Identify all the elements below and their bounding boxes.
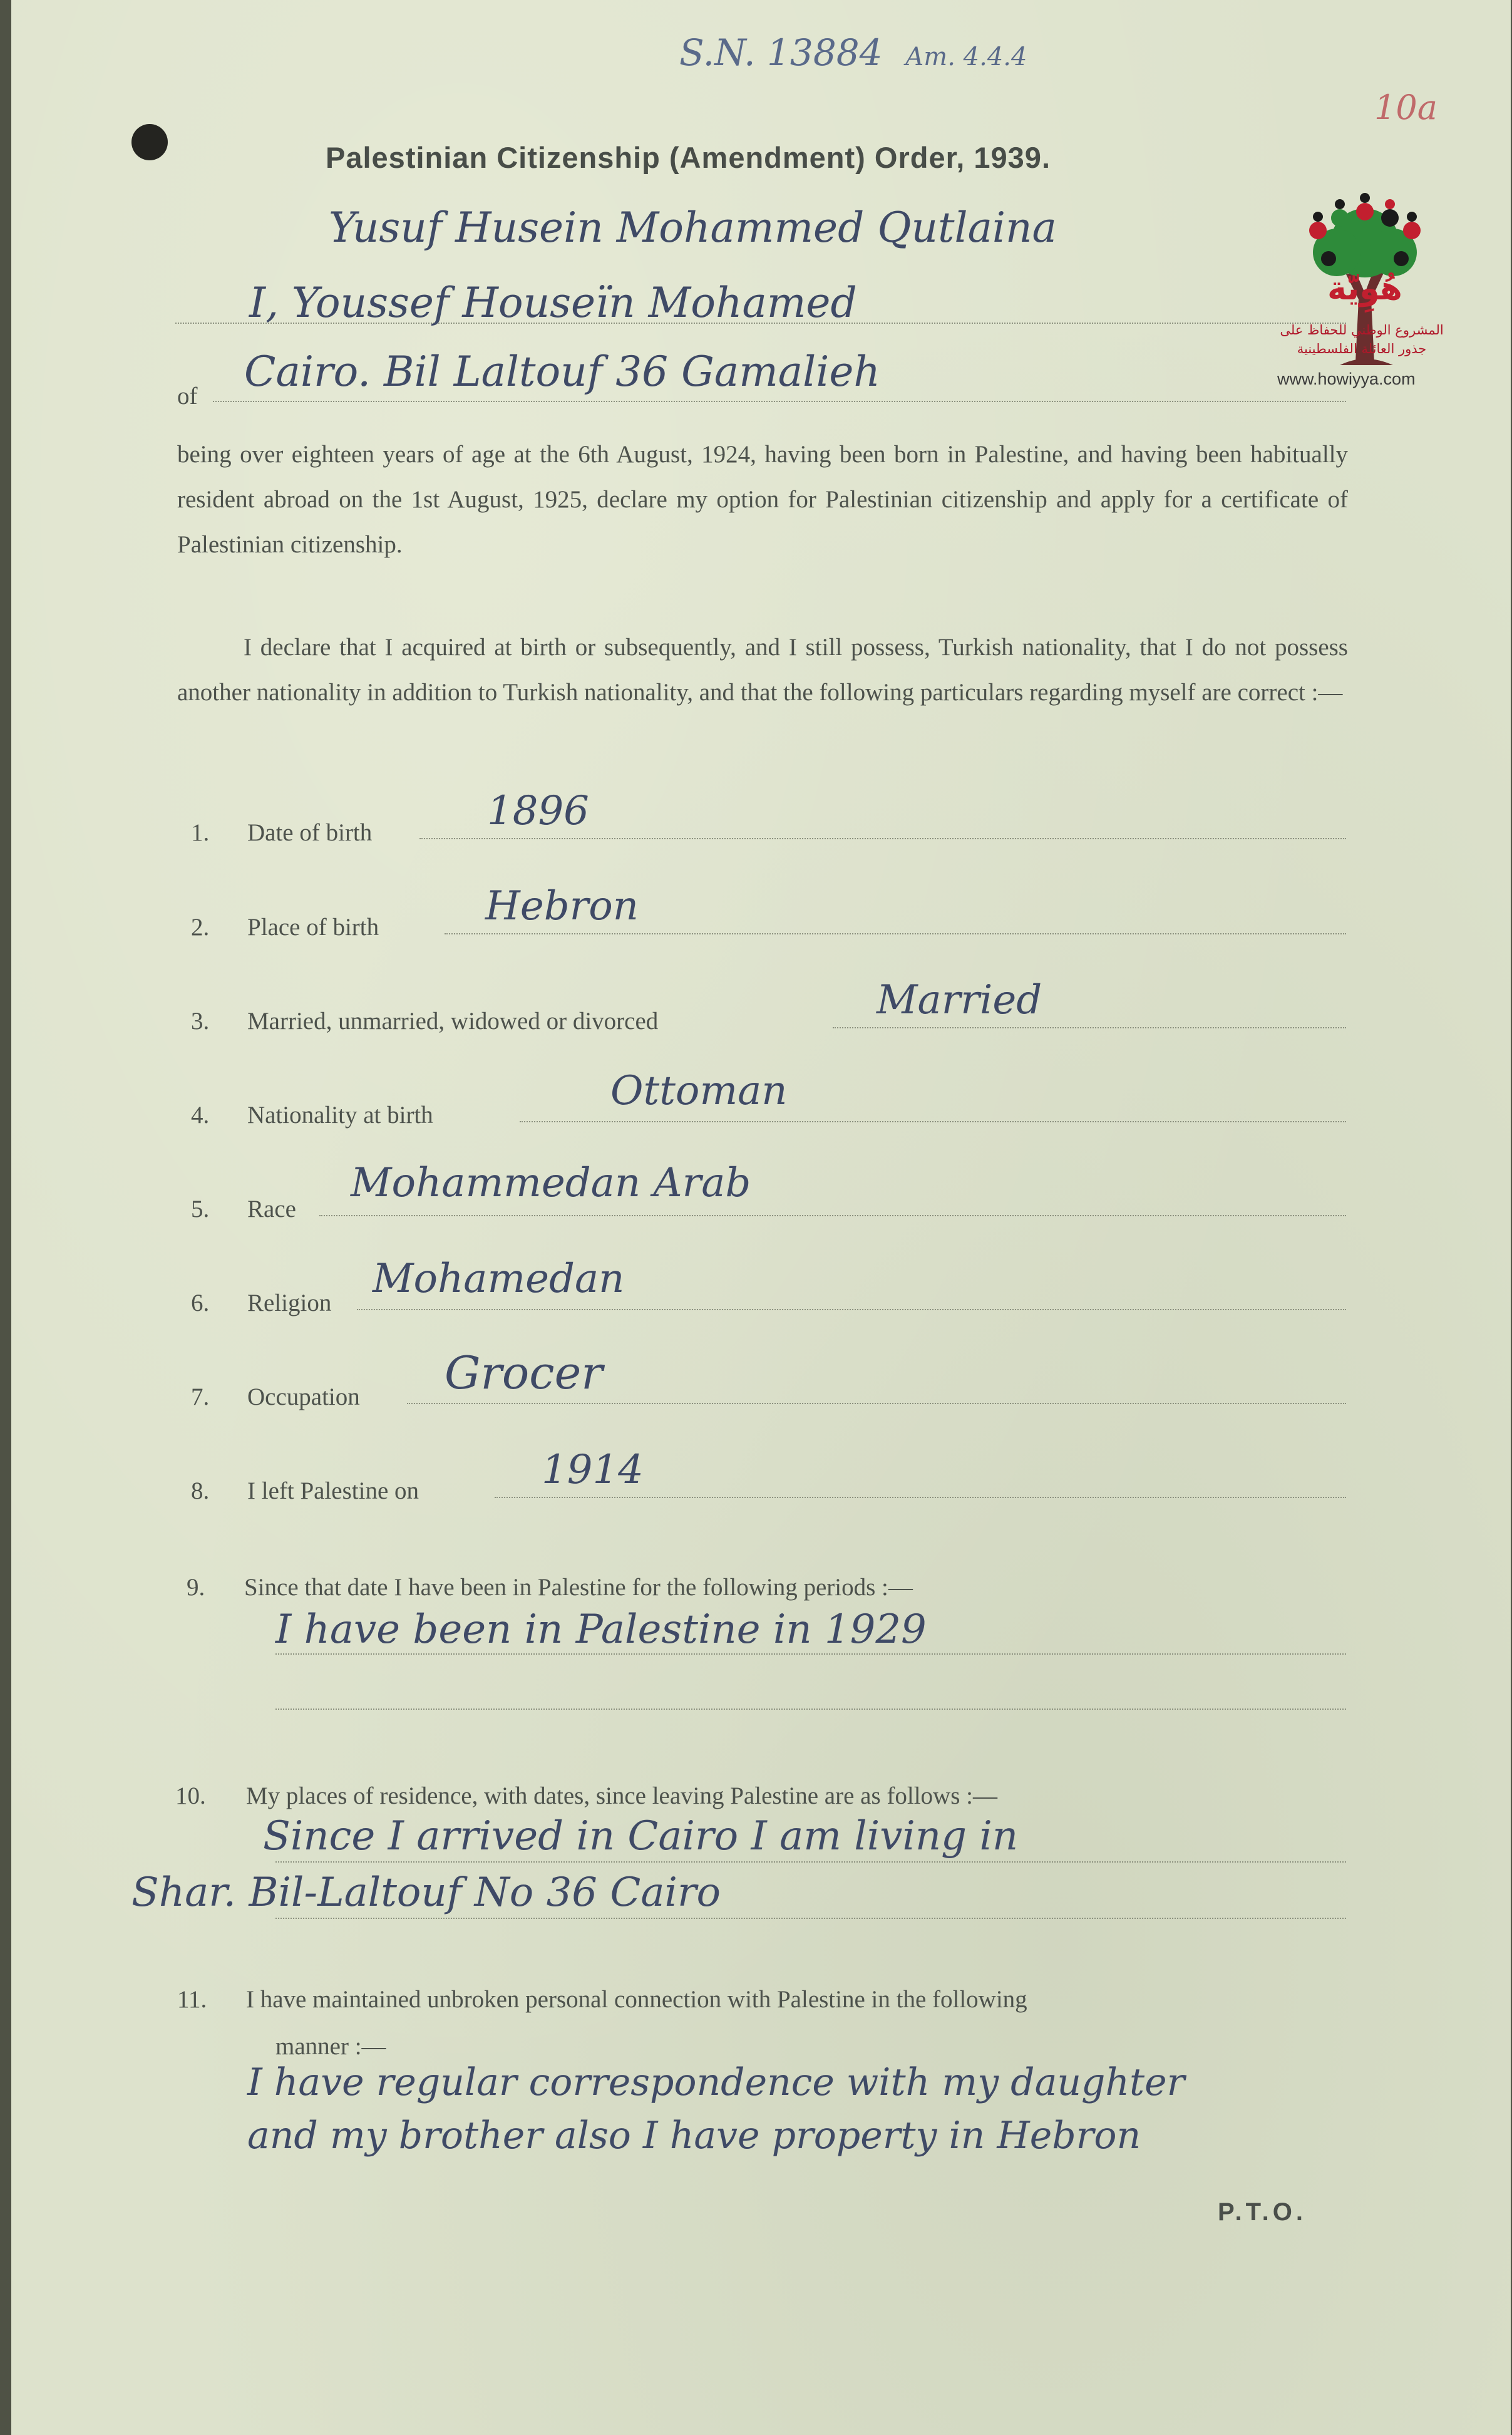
race-value: Mohammedan Arab (351, 1160, 751, 1206)
palestine-periods-value: I have been in Palestine in 1929 (275, 1606, 927, 1653)
left-palestine-value: 1914 (542, 1447, 644, 1493)
declaration-paragraph-1: being over eighteen years of age at the 6th August, 1924, having been born in Palestine, and having been habitually resident abroad on the 1st August, 1925, declare my option for Palestinian citizenship and apply for a certificate of Palestinian citizenship. (177, 441, 1348, 558)
of-label: of (177, 383, 198, 410)
applicant-address: Cairo. Bil Laltouf 36 Gamalieh (244, 348, 880, 396)
address-rule (213, 401, 1346, 402)
residence-value-line1: Since I arrived in Cairo I am living in (263, 1813, 1019, 1859)
applicant-name-annotation: Yusuf Husein Mohammed Qutlaina (329, 204, 1057, 252)
logo-url: www.howiyya.com (1277, 370, 1416, 388)
connection-value-line1: I have regular correspondence with my daughter (247, 2060, 1185, 2104)
residence-value-line2: Shar. Bil-Laltouf No 36 Cairo (131, 1869, 721, 1916)
logo-arabic-line2: جذور العائلة الفلسطينية (1297, 341, 1427, 356)
punch-hole (131, 124, 168, 160)
pto-label: P.T.O. (1218, 2198, 1307, 2226)
religion-value: Mohamedan (373, 1256, 625, 1302)
occupation-value: Grocer (445, 1347, 603, 1399)
howiyya-logo (1271, 111, 1459, 406)
nationality-at-birth-value: Ottoman (610, 1068, 788, 1114)
corner-mark: 10a (1374, 88, 1437, 127)
applicant-name: I, Youssef Houseïn Mohamed (249, 279, 857, 327)
reference-number: S.N. 13884 Am. 4.4.4 (679, 31, 1027, 74)
connection-value-line2: and my brother also I have property in Hebron (247, 2114, 1141, 2158)
logo-arabic-word: هُوِيّة (1327, 270, 1402, 308)
declaration-paragraph-2: I declare that I acquired at birth or subsequently, and I still possess, Turkish nationality, that I do not possess another nationality in addition to Turkish nationality, and that the following particulars regarding myself are correct :— (177, 634, 1348, 706)
logo-arabic-line1: المشروع الوطني للحفاظ على (1280, 323, 1444, 338)
marital-status-value: Married (877, 977, 1042, 1023)
date-of-birth-value: 1896 (487, 788, 589, 834)
place-of-birth-value: Hebron (485, 883, 639, 929)
form-title: Palestinian Citizenship (Amendment) Order, 1939. (326, 141, 1051, 174)
